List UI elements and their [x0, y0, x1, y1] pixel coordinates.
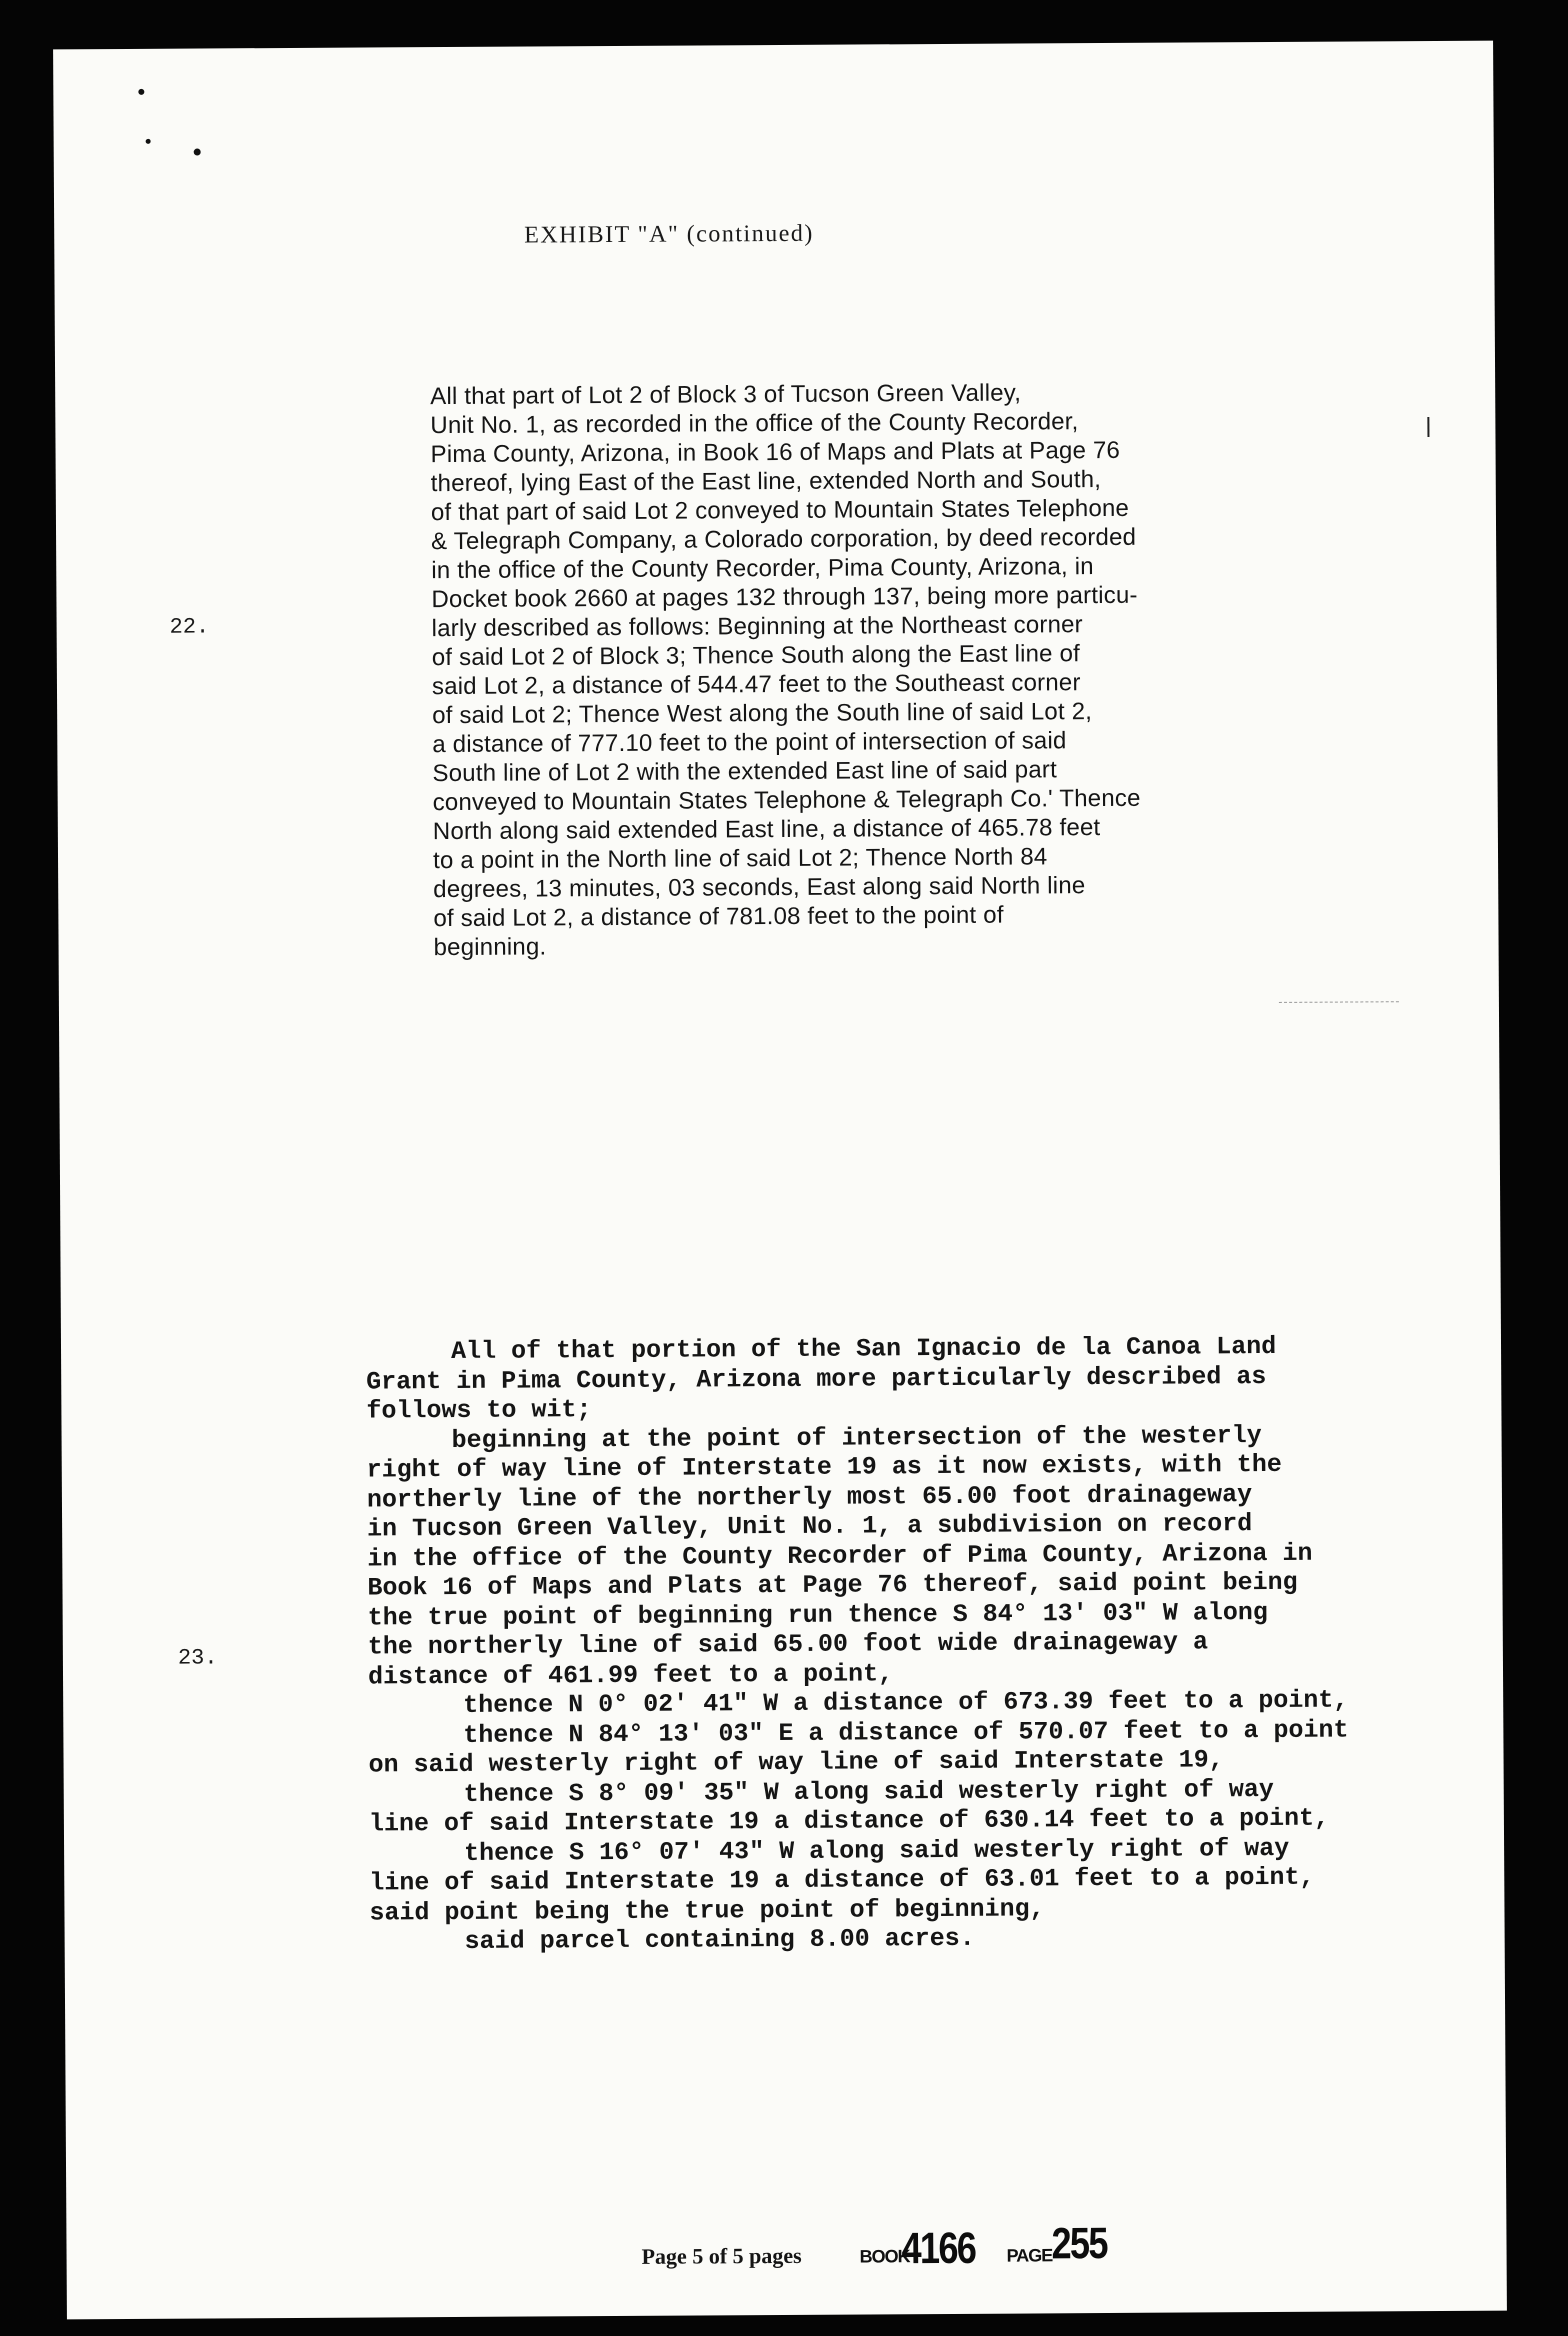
text-line: line of said Interstate 19 a distance of 630.14 feet to a point,	[368, 1803, 1330, 1839]
text-line: of said Lot 2, a distance of 781.08 feet to the point of	[433, 901, 1004, 933]
text-line: said Lot 2, a distance of 544.47 feet to the Southeast corner	[431, 669, 1081, 701]
text-line: line of said Interstate 19 a distance of 63.01 feet to a point,	[369, 1862, 1315, 1898]
text-line: the northerly line of said 65.00 foot wide drainageway a	[367, 1627, 1209, 1662]
speck-mark	[194, 149, 201, 156]
text-line: Book 16 of Maps and Plats at Page 76 thereof, said point being	[367, 1567, 1298, 1603]
document-page	[53, 41, 1507, 2320]
text-line: in the office of the County Recorder, Pima County, Arizona, in	[431, 553, 1094, 585]
text-line: Docket book 2660 at pages 132 through 137, being more particu-	[431, 581, 1138, 614]
text-line: of said Lot 2 of Block 3; Thence South along the East line of	[431, 640, 1081, 672]
parcel-number-22: 22.	[169, 614, 210, 640]
text-line: thence N 0° 02' 41" W a distance of 673.39 feet to a point,	[463, 1685, 1349, 1720]
page-stamp-label: PAGE	[1006, 2245, 1053, 2266]
page-stamp-number: 255	[1051, 2219, 1107, 2269]
page-title: EXHIBIT "A" (continued)	[524, 220, 814, 249]
speck-mark	[138, 89, 144, 95]
text-line: conveyed to Mountain States Telephone & Telegraph Co.' Thence	[432, 784, 1141, 817]
text-line: northerly line of the northerly most 65.00 foot drainageway	[366, 1479, 1253, 1515]
text-line: right of way line of Interstate 19 as it now exists, with the	[366, 1449, 1282, 1485]
text-line: the true point of beginning run thence S 84° 13' 03" W along	[367, 1597, 1268, 1633]
text-line: beginning.	[433, 933, 547, 962]
text-line: North along said extended East line, a distance of 465.78 feet	[432, 814, 1101, 846]
text-line: thereof, lying East of the East line, extended North and South,	[430, 466, 1102, 498]
text-line: on said westerly right of way line of said Interstate 19,	[368, 1745, 1224, 1780]
text-line: All of that portion of the San Ignacio de la Canoa Land	[450, 1331, 1277, 1367]
text-line: of that part of said Lot 2 conveyed to Mountain States Telephone	[430, 494, 1130, 527]
text-line: thence N 84° 13' 03" E a distance of 570.07 feet to a point	[463, 1715, 1349, 1750]
text-line: said parcel containing 8.00 acres.	[464, 1923, 975, 1956]
parcel-number-23: 23.	[177, 1645, 218, 1671]
text-line: said point being the true point of beginning,	[369, 1893, 1045, 1928]
text-line: Pima County, Arizona, in Book 16 of Maps and Plats at Page 76	[430, 436, 1121, 469]
page-footer	[641, 2219, 1241, 2286]
parcel-23-description	[366, 1330, 1560, 1957]
book-stamp-label: BOOK	[859, 2246, 910, 2267]
text-line: Grant in Pima County, Arizona more particularly described as	[366, 1361, 1267, 1397]
text-line: in the office of the County Recorder of Pima County, Arizona in	[367, 1538, 1313, 1574]
text-line: Unit No. 1, as recorded in the office of the County Recorder,	[430, 408, 1079, 440]
text-line: beginning at the point of intersection of the westerly	[451, 1420, 1262, 1455]
speck-mark	[146, 139, 151, 144]
text-line: South line of Lot 2 with the extended East line of said part	[432, 756, 1057, 788]
text-line: thence S 16° 07' 43" W along said westerly right of way	[464, 1833, 1290, 1868]
book-stamp-number: 4166	[901, 2223, 976, 2274]
text-line: a distance of 777.10 feet to the point of intersection of said	[432, 727, 1067, 759]
text-line: of said Lot 2; Thence West along the South line of said Lot 2,	[432, 698, 1093, 730]
text-line: All that part of Lot 2 of Block 3 of Tucson Green Valley,	[430, 379, 1022, 411]
text-line: in Tucson Green Valley, Unit No. 1, a subdivision on record	[367, 1509, 1253, 1544]
page-count-label: Page 5 of 5 pages	[641, 2242, 802, 2269]
text-line: thence S 8° 09' 35" W along said westerly right of way	[463, 1774, 1274, 1809]
text-line: larly described as follows: Beginning at the Northeast corner	[431, 611, 1083, 643]
text-line: follows to wit;	[366, 1395, 592, 1426]
parcel-22-description	[430, 376, 1434, 962]
text-line: to a point in the North line of said Lot 2; Thence North 84	[432, 843, 1048, 875]
text-line: distance of 461.99 feet to a point,	[367, 1658, 894, 1692]
text-line: degrees, 13 minutes, 03 seconds, East along said North line	[433, 872, 1086, 904]
text-line: & Telegraph Company, a Colorado corporation, by deed recorded	[431, 523, 1137, 556]
divider-rule	[1279, 1001, 1399, 1003]
